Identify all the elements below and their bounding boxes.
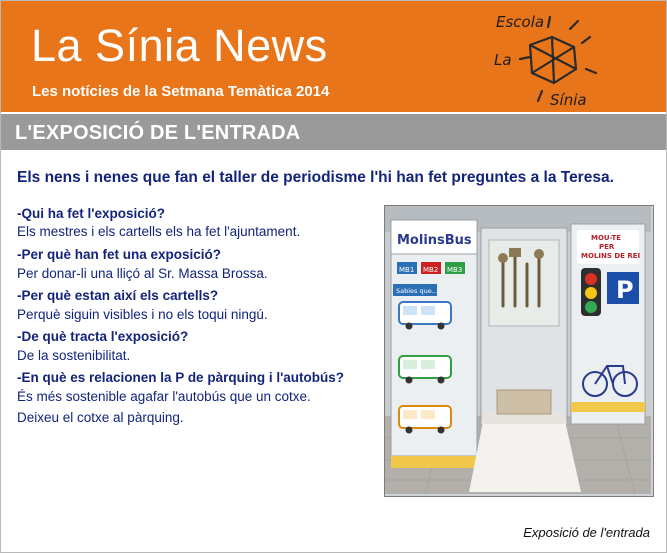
qa-question: -Per què estan així els cartells? xyxy=(17,288,219,304)
qa-column xyxy=(15,205,372,432)
section-heading: L'EXPOSICIÓ DE L'ENTRADA xyxy=(15,122,301,144)
qa-answer: Per donar-li una lliçó al Sr. Massa Brossa. xyxy=(17,265,268,281)
qa-question: -De què tracta l'exposició? xyxy=(17,329,189,345)
svg-text:Escola: Escola xyxy=(496,13,545,31)
qa-answer: Perquè siguin visibles i no els toqui ningú. xyxy=(17,306,268,322)
article-closing-line: Deixeu el cotxe al pàrquing. xyxy=(17,410,184,426)
qa-item xyxy=(17,287,372,323)
masthead xyxy=(1,1,666,112)
article-lede: Els nens i nenes que fan el taller de periodisme l'hi han fet preguntes a la Teresa. xyxy=(17,169,614,186)
qa-answer: És més sostenible agafar l'autobús que un cotxe. xyxy=(17,388,311,404)
section-heading-band xyxy=(1,112,666,150)
svg-text:MB3: MB3 xyxy=(447,265,463,274)
svg-text:MolinsBus: MolinsBus xyxy=(397,232,472,248)
photo-column xyxy=(384,205,652,497)
qa-question: -Qui ha fet l'exposició? xyxy=(17,205,165,221)
exhibition-photo xyxy=(384,205,654,497)
svg-text:MB2: MB2 xyxy=(423,265,439,274)
qa-item xyxy=(17,205,372,241)
svg-text:MOLINS DE REI: MOLINS DE REI xyxy=(581,251,641,260)
qa-item xyxy=(17,246,372,282)
svg-text:P: P xyxy=(616,275,634,304)
qa-item xyxy=(17,328,372,364)
school-logo xyxy=(490,7,610,111)
photo-caption: Exposició de l'entrada xyxy=(523,525,650,540)
qa-answer: Els mestres i els cartells els ha fet l'ajuntament. xyxy=(17,224,301,240)
svg-text:La: La xyxy=(494,51,512,69)
article-body xyxy=(1,150,666,550)
article-columns xyxy=(15,205,652,497)
svg-text:Sabies que...: Sabies que... xyxy=(396,286,438,295)
masthead-subtitle: Les notícies de la Setmana Temàtica 2014 xyxy=(32,83,330,100)
qa-question: -En què es relacionen la P de pàrquing i l'autobús? xyxy=(17,370,345,386)
page-title: La Sínia News xyxy=(31,20,328,71)
qa-question: -Per què han fet una exposició? xyxy=(17,247,222,263)
qa-item xyxy=(17,369,372,405)
svg-text:PER: PER xyxy=(599,242,615,251)
qa-answer: De la sostenibilitat. xyxy=(17,347,131,363)
svg-text:Sínia: Sínia xyxy=(550,91,587,109)
svg-text:MOU-TE: MOU-TE xyxy=(591,233,622,242)
svg-text:MB1: MB1 xyxy=(399,265,415,274)
